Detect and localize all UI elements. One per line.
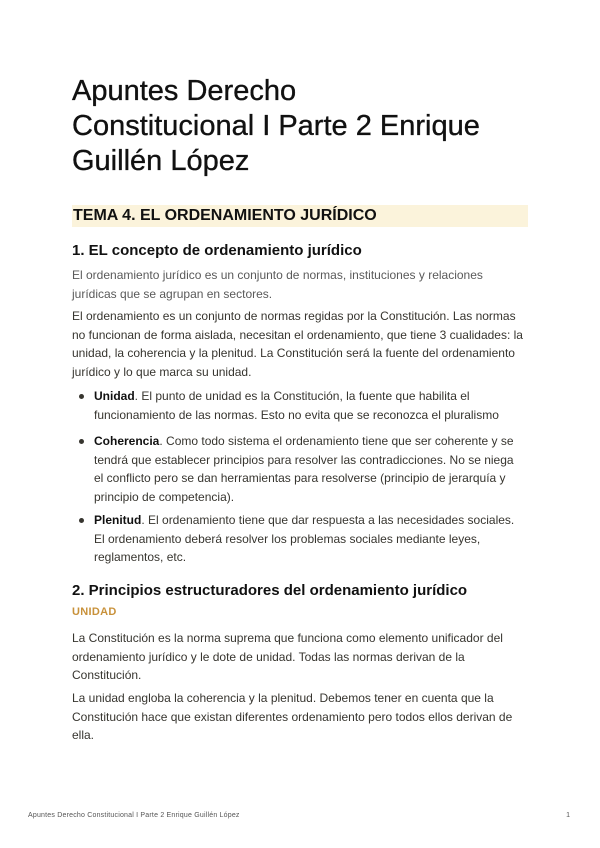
document-title <box>72 74 532 179</box>
qualities-list <box>72 387 528 424</box>
footer-title: Apuntes Derecho Constitucional I Parte 2 Enrique Guillén López <box>28 812 240 819</box>
section2-paragraph-2 <box>72 689 530 745</box>
text-line: Constitución. <box>72 668 142 682</box>
term-coherencia: Coherencia <box>94 434 160 448</box>
text-line: . El punto de unidad es la Constitución, la fuente que habilita el <box>134 389 470 403</box>
title-line: Constitucional I Parte 2 Enrique <box>72 110 480 142</box>
bullet-icon <box>79 439 84 444</box>
text-line: el conflicto pero se dan herramientas para resolverse (principio de jerarquía y <box>94 471 506 485</box>
qualities-list-2 <box>72 432 528 506</box>
page-number: 1 <box>566 812 570 819</box>
text-line: reglamentos, etc. <box>94 550 187 564</box>
text-line: . Como todo sistema el ordenamiento tiene que ser coherente y se <box>159 434 514 448</box>
text-line: principio de competencia). <box>94 489 235 504</box>
text-line: no funcionan de forma aislada, necesitan el ordenamiento, que tiene 3 cualidades: la <box>72 327 523 342</box>
title-line: Guillén López <box>72 145 250 177</box>
text-line: ella. <box>72 728 95 742</box>
bullet-icon <box>79 518 84 523</box>
list-item-plenitud <box>72 511 528 567</box>
tema-heading: TEMA 4. EL ORDENAMIENTO JURÍDICO <box>72 205 528 227</box>
text-line: ordenamiento jurídico y le dote de unidad. Todas las normas derivan de la <box>72 649 465 664</box>
text-line: Constitución hace que existan diferentes ordenamiento pero todos ellos derivan de <box>72 709 513 724</box>
text-line: El ordenamiento deberá resolver los problemas sociales mediante leyes, <box>94 531 481 546</box>
text-line: jurídicas que se agrupan en sectores. <box>72 286 273 301</box>
text-line: La unidad engloba la coherencia y la plenitud. Debemos tener en cuenta que la <box>72 691 494 705</box>
title-line: Apuntes Derecho <box>72 75 297 107</box>
text-line: funcionamiento de las normas. Esto no evita que se reconozca el pluralismo <box>94 407 499 422</box>
term-unidad: Unidad <box>94 389 135 403</box>
text-line: La Constitución es la norma suprema que funciona como elemento unificador del <box>72 631 503 645</box>
text-line: tendrá que establecer principios para resolver las contradicciones. No se niega <box>94 452 514 467</box>
section1-paragraph <box>72 307 530 381</box>
list-item-coherencia <box>72 432 528 506</box>
text-line: El ordenamiento jurídico es un conjunto de normas, instituciones y relaciones <box>72 268 483 282</box>
qualities-list-3 <box>72 511 528 567</box>
text-line: . El ordenamiento tiene que dar respuesta a las necesidades sociales. <box>141 513 515 527</box>
section2-paragraph-1 <box>72 629 530 685</box>
bullet-icon <box>79 394 84 399</box>
section1-intro <box>72 266 530 303</box>
list-item-unidad <box>72 387 528 424</box>
text-line: unidad, la coherencia y la plenitud. La Constitución será la fuente del ordenamiento <box>72 346 515 360</box>
text-line: jurídico y lo que marca su unidad. <box>72 364 252 379</box>
text-line: El ordenamiento es un conjunto de normas regidas por la Constitución. Las normas <box>72 309 516 323</box>
unidad-label: UNIDAD <box>72 606 117 618</box>
term-plenitud: Plenitud <box>94 513 142 527</box>
section2-heading: 2. Principios estructuradores del ordenamiento jurídico <box>72 582 468 599</box>
section1-heading: 1. EL concepto de ordenamiento jurídico <box>72 242 362 259</box>
